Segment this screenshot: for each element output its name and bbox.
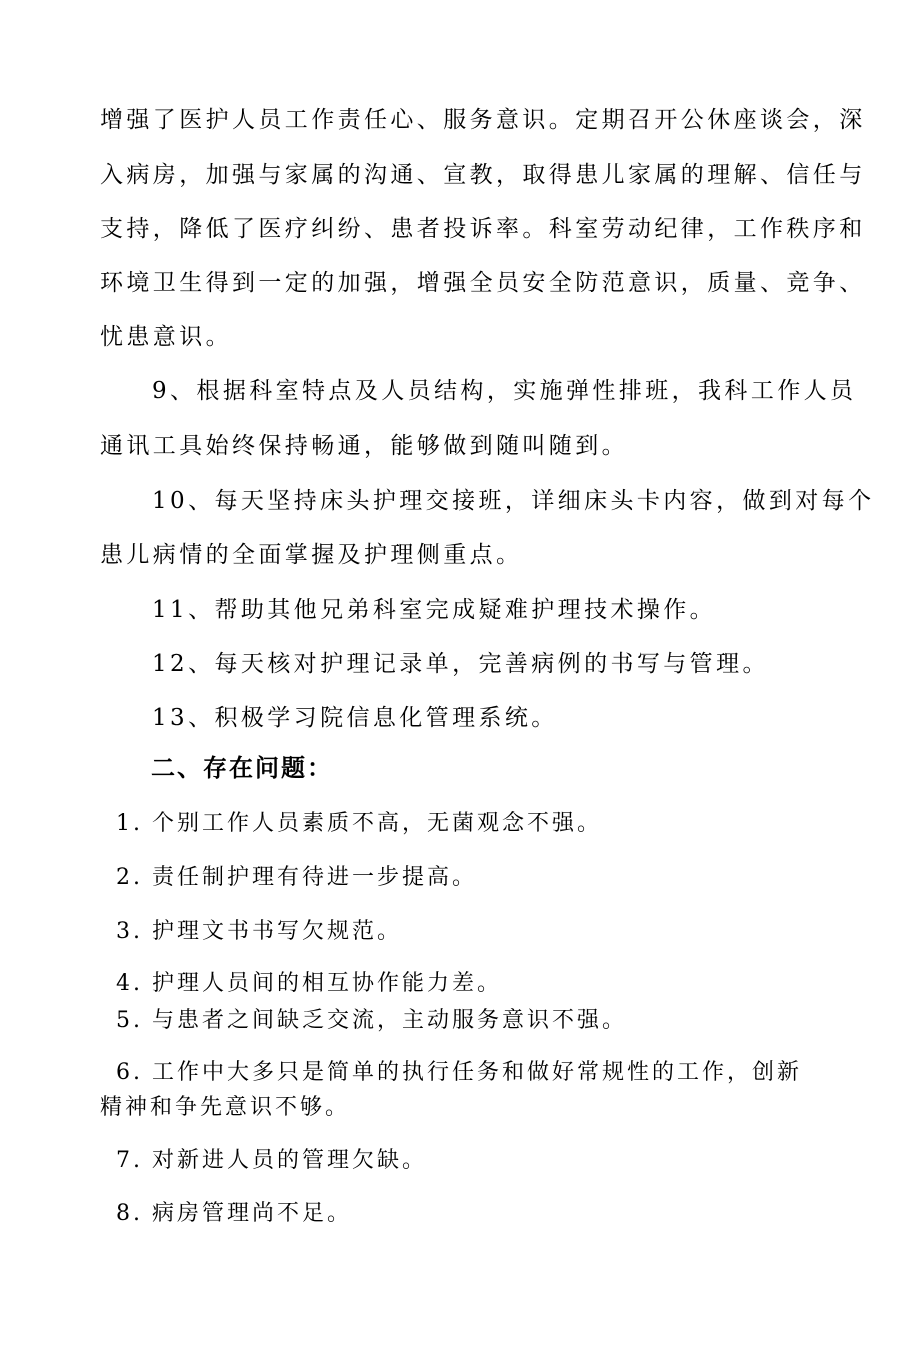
problems-heading: 二、存在问题：: [151, 754, 333, 782]
achievement-line: 患儿病情的全面掌握及护理侧重点。: [100, 542, 523, 568]
problem-item: [116, 914, 402, 945]
intro-line: 忧患意识。: [100, 324, 232, 350]
intro-line: 环境卫生得到一定的加强，增强全员安全防范意识，质量、竞争、: [100, 270, 866, 296]
achievement-line: 9、根据科室特点及人员结构，实施弹性排班，我科工作人员: [152, 378, 857, 404]
problem-number: 1.: [116, 811, 143, 836]
problem-text: 与患者之间缺乏交流，主动服务意识不强。: [152, 1008, 628, 1033]
achievement-item-11: 11、帮助其他兄弟科室完成疑难护理技术操作。: [152, 597, 717, 623]
problem-text: 工作中大多只是简单的执行任务和做好常规性的工作，创新: [152, 1060, 803, 1085]
problem-text: 护理人员间的相互协作能力差。: [152, 971, 503, 996]
achievement-item-12: 12、每天核对护理记录单，完善病例的书写与管理。: [152, 651, 769, 677]
intro-line: 支持，降低了医疗纠纷、患者投诉率。科室劳动纪律，工作秩序和: [100, 216, 866, 242]
problem-item: [116, 1003, 627, 1034]
problem-item: [116, 1196, 352, 1227]
intro-line: 入病房，加强与家属的沟通、宣教，取得患儿家属的理解、信任与: [100, 162, 866, 188]
problem-text: 护理文书书写欠规范。: [152, 919, 403, 944]
problem-item: [116, 1143, 427, 1174]
problem-text: 责任制护理有待进一步提高。: [152, 865, 478, 890]
achievement-line: 10、每天坚持床头护理交接班，详细床头卡内容，做到对每个: [152, 488, 875, 514]
problem-number: 4.: [116, 971, 143, 996]
achievement-line: 通讯工具始终保持畅通，能够做到随叫随到。: [100, 433, 628, 459]
problem-item: [116, 966, 502, 997]
achievement-item-13: 13、积极学习院信息化管理系统。: [152, 705, 558, 731]
problem-number: 6.: [116, 1060, 143, 1085]
problem-number: 7.: [116, 1148, 143, 1173]
intro-line: 增强了医护人员工作责任心、服务意识。定期召开公休座谈会，深: [100, 107, 866, 133]
problem-number: 5.: [116, 1008, 143, 1033]
problem-number: 2.: [116, 865, 143, 890]
problem-text: 病房管理尚不足。: [152, 1201, 353, 1226]
problem-text: 对新进人员的管理欠缺。: [152, 1148, 428, 1173]
problem-item: [116, 806, 602, 837]
problem-item: [116, 860, 477, 891]
problem-number: 3.: [116, 919, 143, 944]
problem-number: 8.: [116, 1201, 143, 1226]
problem-text-continuation: 精神和争先意识不够。: [100, 1095, 351, 1120]
problem-item: [116, 1055, 802, 1086]
problem-text: 个别工作人员素质不高，无菌观念不强。: [152, 811, 603, 836]
